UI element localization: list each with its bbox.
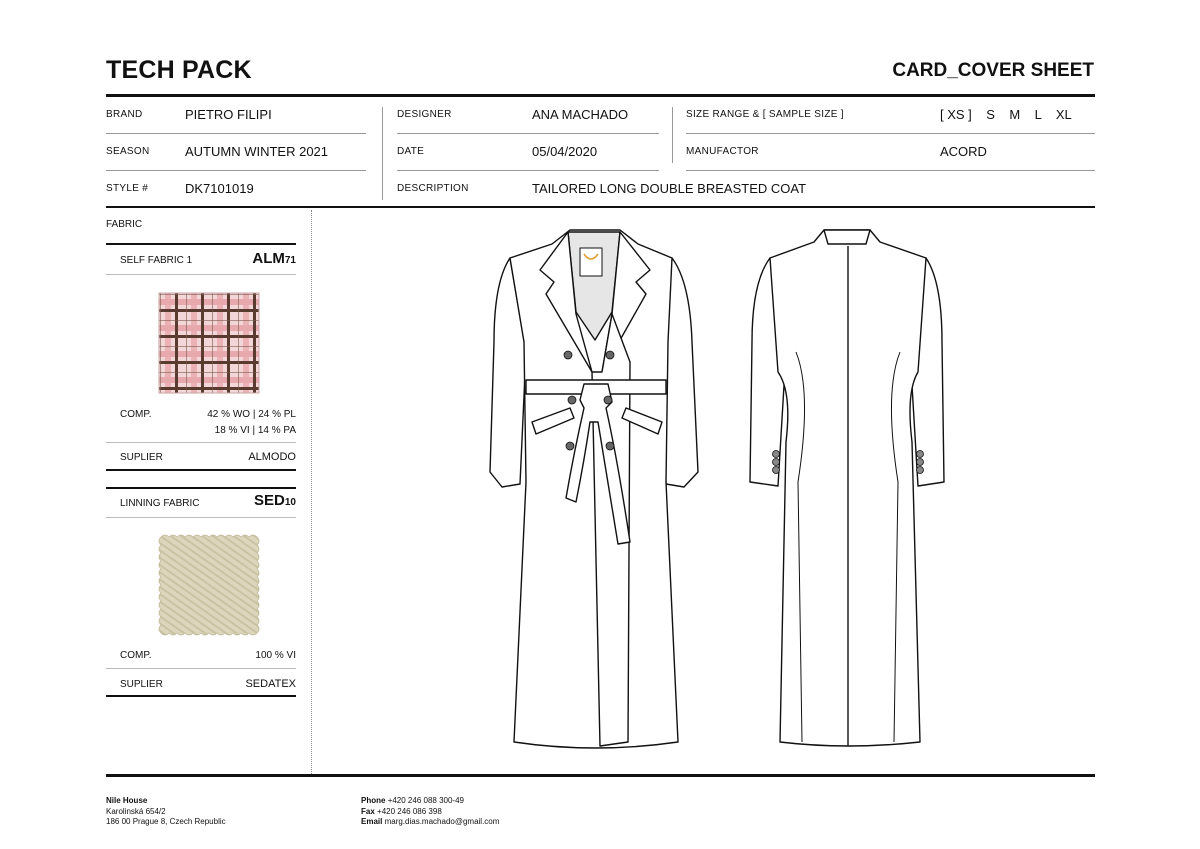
style-label: STYLE # bbox=[106, 183, 149, 194]
description-row bbox=[397, 170, 897, 207]
size-label: SIZE RANGE & [ SAMPLE SIZE ] bbox=[686, 109, 844, 120]
fax-label: Fax bbox=[361, 806, 375, 816]
self-fabric-code-letters: ALM bbox=[252, 250, 285, 267]
fabric-section-label: FABRIC bbox=[106, 219, 143, 230]
column-divider bbox=[672, 107, 673, 163]
card-bottom-rule bbox=[106, 469, 296, 471]
designer-row bbox=[397, 96, 659, 133]
self-fabric-code-number: 71 bbox=[284, 255, 296, 266]
city: 186 00 Prague 8, Czech Republic bbox=[106, 817, 226, 826]
divider bbox=[106, 274, 296, 275]
page-title: TECH PACK bbox=[106, 56, 252, 84]
size-row bbox=[686, 96, 1095, 133]
manufactor-value: ACORD bbox=[940, 144, 987, 159]
divider bbox=[686, 170, 1095, 171]
season-row bbox=[106, 133, 366, 170]
coat-front-view-sketch bbox=[480, 222, 710, 757]
back-collar bbox=[824, 230, 870, 244]
phone-value: +420 246 088 300-49 bbox=[387, 796, 464, 805]
lining-fabric-code-letters: SED bbox=[254, 492, 285, 509]
style-value: DK7101019 bbox=[185, 181, 254, 196]
designer-label: DESIGNER bbox=[397, 109, 452, 120]
date-label: DATE bbox=[397, 146, 425, 157]
date-row bbox=[397, 133, 659, 170]
self-fabric-code bbox=[252, 250, 296, 267]
plaid-fabric-swatch bbox=[157, 291, 261, 395]
self-fabric-name: SELF FABRIC 1 bbox=[120, 255, 193, 266]
divider bbox=[106, 517, 296, 518]
self-supplier-value: ALMODO bbox=[248, 451, 296, 463]
footer-contact bbox=[361, 796, 499, 828]
sheet-title: CARD_COVER SHEET bbox=[892, 60, 1094, 81]
size-range-value: [ XS ] S M L XL bbox=[940, 107, 1072, 122]
phone-label: Phone bbox=[361, 796, 386, 805]
company-name: Nile House bbox=[106, 796, 148, 805]
divider bbox=[106, 442, 296, 443]
description-label: DESCRIPTION bbox=[397, 183, 469, 194]
divider bbox=[106, 668, 296, 669]
season-label: SEASON bbox=[106, 146, 150, 157]
style-row bbox=[106, 170, 366, 207]
manufactor-row bbox=[686, 133, 1095, 170]
lining-supplier-label: SUPLIER bbox=[120, 679, 163, 690]
footer-address bbox=[106, 796, 226, 828]
neck-label bbox=[580, 248, 602, 276]
email-link[interactable]: marg.dias.machado@gmail.com bbox=[384, 817, 500, 826]
description-value: TAILORED LONG DOUBLE BREASTED COAT bbox=[532, 181, 807, 196]
lining-fabric-name: LINNING FABRIC bbox=[120, 498, 200, 509]
lining-supplier-value: SEDATEX bbox=[245, 678, 296, 690]
manufactor-label: MANUFACTOR bbox=[686, 146, 759, 157]
email-label: Email bbox=[361, 817, 383, 826]
self-supplier-label: SUPLIER bbox=[120, 452, 163, 463]
card-top-rule bbox=[106, 487, 296, 489]
street: Karolinská 654/2 bbox=[106, 806, 166, 816]
lining-fabric-code-number: 10 bbox=[284, 497, 296, 508]
self-comp-line1: 42 % WO | 24 % PL bbox=[207, 409, 296, 420]
designer-value: ANA MACHADO bbox=[532, 107, 629, 122]
column-divider bbox=[382, 107, 383, 200]
date-value: 05/04/2020 bbox=[532, 144, 598, 159]
lining-fabric-code bbox=[254, 492, 296, 509]
lining-fabric-card bbox=[106, 487, 296, 702]
self-comp-line2: 18 % VI | 14 % PA bbox=[214, 425, 296, 436]
lining-comp-value: 100 % VI bbox=[255, 650, 296, 661]
fax-value: +420 246 086 398 bbox=[377, 806, 442, 816]
info-bottom-rule bbox=[106, 206, 1095, 208]
footer-rule bbox=[106, 774, 1095, 777]
dotted-divider bbox=[311, 210, 312, 776]
lining-fabric-swatch bbox=[155, 531, 265, 639]
brand-row bbox=[106, 96, 366, 133]
brand-label: BRAND bbox=[106, 109, 143, 120]
coat-back-view-sketch bbox=[742, 222, 952, 757]
brand-value: PIETRO FILIPI bbox=[185, 107, 272, 122]
self-comp-label: COMP. bbox=[120, 409, 152, 420]
lining-comp-label: COMP. bbox=[120, 650, 152, 661]
self-fabric-card bbox=[106, 243, 296, 473]
card-top-rule bbox=[106, 243, 296, 245]
season-value: AUTUMN WINTER 2021 bbox=[185, 144, 329, 159]
card-bottom-rule bbox=[106, 695, 296, 697]
